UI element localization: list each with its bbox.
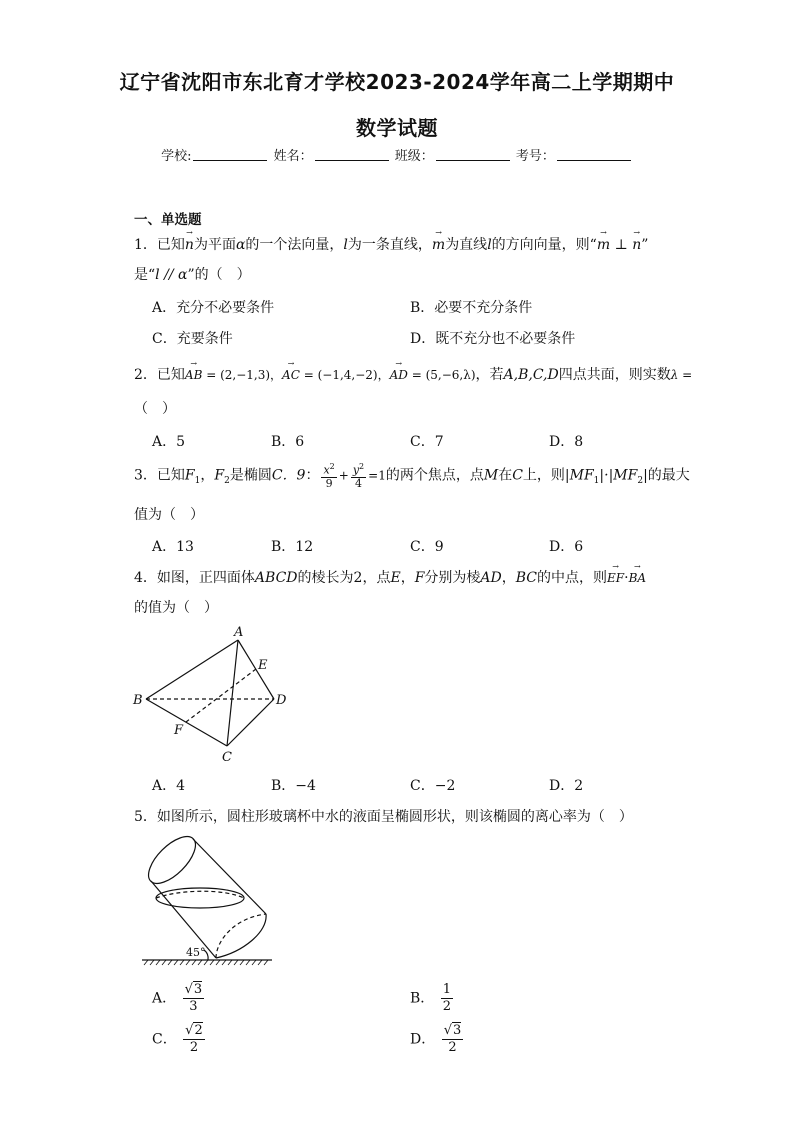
q4-text: 的棱长为 [297, 570, 354, 586]
q1-vector-m: → m [432, 237, 445, 253]
section-title: 一、单选题 [134, 212, 202, 228]
q3-fraction-x [321, 461, 336, 490]
q2-option-d[interactable]: D．8 [549, 434, 584, 450]
tetrahedron-figure [128, 622, 293, 767]
q2-option-a[interactable]: A．5 [152, 434, 186, 450]
q2-vector-ad: → AD [390, 368, 408, 382]
q1-option-d[interactable]: D．既不充分也不必要条件 [410, 331, 576, 347]
q4-option-a[interactable]: A．4 [152, 778, 186, 794]
q4-vector-ef: → EF [607, 571, 624, 585]
q1-option-b[interactable]: B．必要不充分条件 [410, 300, 533, 316]
q1-perp: ⊥ [610, 237, 633, 253]
q5-option-c-numerator: 2 [194, 1023, 203, 1038]
q1-text: 为直线 [445, 237, 488, 253]
q4-text: ，点 [362, 570, 391, 586]
q5-option-d[interactable] [410, 1023, 465, 1056]
q4-stem-line1 [134, 567, 646, 587]
water-surface-hidden [156, 891, 244, 898]
q1-text: 的一个法向量， [245, 237, 344, 253]
q3-subscript: 2 [637, 476, 644, 487]
edge-ab [146, 640, 238, 699]
school-blank [193, 148, 267, 161]
label-b: B [133, 693, 143, 708]
q3-option-a[interactable]: A．13 [152, 539, 194, 555]
q1-vector-n: → n [632, 237, 641, 253]
name-label: 姓名： [273, 149, 313, 164]
q3-text: 的最大 [647, 467, 690, 484]
q4-text: 的中点，则 [537, 570, 608, 586]
label-d: D [276, 693, 287, 708]
q5-stem: 5．如图所示，圆柱形玻璃杯中水的液面呈椭圆形状，则该椭圆的离心率为（ ） [134, 809, 633, 825]
q3-abs-mf1: |MF [564, 467, 594, 484]
q4-text: 分别为棱 [424, 570, 481, 586]
id-label: 考号： [515, 149, 555, 164]
q1-option-c[interactable]: C．充要条件 [152, 331, 233, 347]
school-label: 学校: [161, 149, 192, 164]
edge-ac [227, 640, 238, 746]
q3-text: 是椭圆 [229, 467, 272, 484]
q4-dot: · [624, 570, 629, 586]
q1-relation: l // α [155, 267, 188, 283]
q3-text: ， [200, 467, 215, 484]
q2-stem-line2: （ ） [134, 401, 176, 417]
q5-option-b-label: B． [410, 990, 435, 1007]
label-f: F [174, 723, 184, 738]
q5-option-d-numerator: 3 [452, 1023, 462, 1038]
q5-option-c[interactable] [152, 1023, 207, 1056]
q2-points: A,B,C,D [503, 367, 559, 383]
q5-option-a-denominator: 3 [189, 999, 198, 1014]
q4-option-d[interactable]: D．2 [549, 778, 584, 794]
q5-option-c-label: C． [152, 1031, 177, 1048]
q2-lambda: λ = [670, 368, 693, 382]
ground-hatching [144, 960, 268, 965]
q1-line-l: l [343, 237, 348, 253]
q4-edge-ad: AD [480, 570, 502, 586]
q3-superscript: 2 [359, 462, 365, 471]
q3-y: y [352, 463, 360, 477]
q2-value: = (−1,4,−2)， [299, 368, 390, 382]
q5-option-d-label: D． [410, 1031, 436, 1048]
q3-superscript: 2 [329, 462, 335, 471]
class-label: 班级： [394, 149, 434, 164]
q5-option-b-fraction [441, 982, 453, 1015]
q4-text: ， [501, 570, 516, 586]
id-blank [557, 148, 631, 161]
q3-text: ： [305, 467, 320, 484]
q3-stem-line1 [134, 461, 690, 490]
edge-cd [227, 699, 274, 746]
q2-text: ，若 [475, 367, 504, 383]
q2-option-b[interactable]: B．6 [271, 434, 305, 450]
q3-text: 在 [498, 467, 513, 484]
q2-stem-line1 [134, 364, 692, 384]
exam-title-line1: 辽宁省沈阳市东北育才学校2023-2024学年高二上学期期中 [119, 70, 675, 94]
exam-title-line2: 数学试题 [356, 116, 438, 140]
q1-stem-line1 [134, 234, 648, 254]
student-info-row [0, 145, 794, 164]
q3-option-b[interactable]: B．12 [271, 539, 314, 555]
q3-denominator: 4 [354, 476, 362, 490]
q4-option-b[interactable]: B．−4 [271, 778, 316, 794]
q4-point-f: F [414, 570, 425, 586]
q1-text: ” [641, 237, 649, 253]
q3-text: 上，则 [522, 467, 565, 484]
label-c: C [222, 750, 232, 765]
q1-text: 为一条直线， [347, 237, 432, 253]
q3-abs-mf2: |·|MF [599, 467, 638, 484]
cup-bottom-back [216, 914, 266, 958]
q3-ellipse-c: C [512, 467, 523, 484]
q3-subscript: 1 [593, 476, 600, 487]
q3-equals: =1 [368, 468, 386, 483]
q2-text: 2．已知 [134, 367, 185, 383]
q4-text: 4．如图，正四面体 [134, 570, 255, 586]
q5-option-b-numerator: 1 [442, 982, 452, 997]
q5-option-d-denominator: 2 [448, 1040, 457, 1055]
q3-focus-1: F [184, 467, 195, 484]
q5-option-d-fraction: $\frac{√3}{2}$ [443, 1023, 462, 1055]
tilted-cup-figure [138, 832, 278, 972]
q1-text: 的方向向量，则“ [491, 237, 597, 253]
name-blank [315, 148, 389, 161]
q2-value: = (5,−6,λ) [407, 368, 476, 382]
q3-text: 3．已知 [134, 467, 185, 484]
q1-stem-line2 [134, 264, 251, 284]
q1-text: 是“ [134, 267, 156, 283]
q4-point-e: E [390, 570, 401, 586]
q4-option-c[interactable]: C．−2 [410, 778, 456, 794]
q1-vector-m: → m [597, 237, 610, 253]
q1-text: ”的（ ） [187, 267, 251, 283]
q4-edge-length: 2 [353, 570, 363, 586]
cup-bottom-front [216, 914, 266, 958]
q3-text: 的两个焦点，点 [385, 467, 484, 484]
q3-point-m: M [483, 467, 499, 484]
q2-option-c[interactable]: C．7 [410, 434, 444, 450]
q4-stem-line2: 的值为（ ） [134, 600, 218, 616]
q4-vector-ba: → BA [629, 571, 646, 585]
q3-ellipse-c: C．9 [271, 467, 306, 484]
q2-vector-ac: → AC [282, 368, 300, 382]
q4-tetrahedron: ABCD [254, 570, 298, 586]
q5-option-b-denominator: 2 [442, 999, 452, 1014]
q3-plus: + [338, 468, 349, 483]
q3-stem-line2: 值为（ ） [134, 507, 204, 523]
q2-value: = (2,−1,3)， [202, 368, 283, 382]
angle-label: 45° [186, 946, 206, 959]
q3-x: x [323, 463, 330, 477]
q3-option-c[interactable]: C．9 [410, 539, 444, 555]
cup-top-rim [141, 832, 203, 891]
label-a: A [234, 625, 244, 640]
q3-denominator: 9 [325, 476, 333, 490]
segment-ef-hidden [186, 669, 256, 722]
q5-option-c-denominator: 2 [189, 1040, 199, 1055]
q4-edge-bc: BC [515, 570, 538, 586]
q5-option-b[interactable] [410, 982, 455, 1015]
q1-line-l: l [487, 237, 492, 253]
q5-option-a-fraction: $\frac{√3}{3}$ [184, 982, 203, 1014]
q1-text: 为平面 [193, 237, 236, 253]
cup-side-right [193, 839, 266, 914]
q1-alpha: α [235, 237, 246, 253]
q5-option-a-label: A． [152, 990, 177, 1007]
q3-abs-end: | [643, 467, 648, 484]
q3-option-d[interactable]: D．6 [549, 539, 584, 555]
class-blank [436, 148, 510, 161]
q5-option-a[interactable] [152, 982, 206, 1015]
q3-subscript: 1 [194, 476, 201, 487]
q3-subscript: 2 [224, 476, 230, 487]
q5-option-c-fraction: $\frac{√2}{2}$ [185, 1023, 203, 1055]
q3-fraction-y [351, 461, 366, 490]
q5-option-a-numerator: 3 [193, 982, 203, 997]
label-e: E [258, 658, 268, 673]
edge-bc [146, 699, 227, 746]
q4-text: ， [400, 570, 415, 586]
q2-vector-ab: → AB [185, 368, 202, 382]
q2-text: 四点共面，则实数 [558, 367, 671, 383]
q1-option-a[interactable]: A．充分不必要条件 [152, 300, 275, 316]
q3-focus-2: F [214, 467, 225, 484]
q1-vector-n: → n [185, 237, 194, 253]
q1-text: 1．已知 [134, 237, 185, 253]
